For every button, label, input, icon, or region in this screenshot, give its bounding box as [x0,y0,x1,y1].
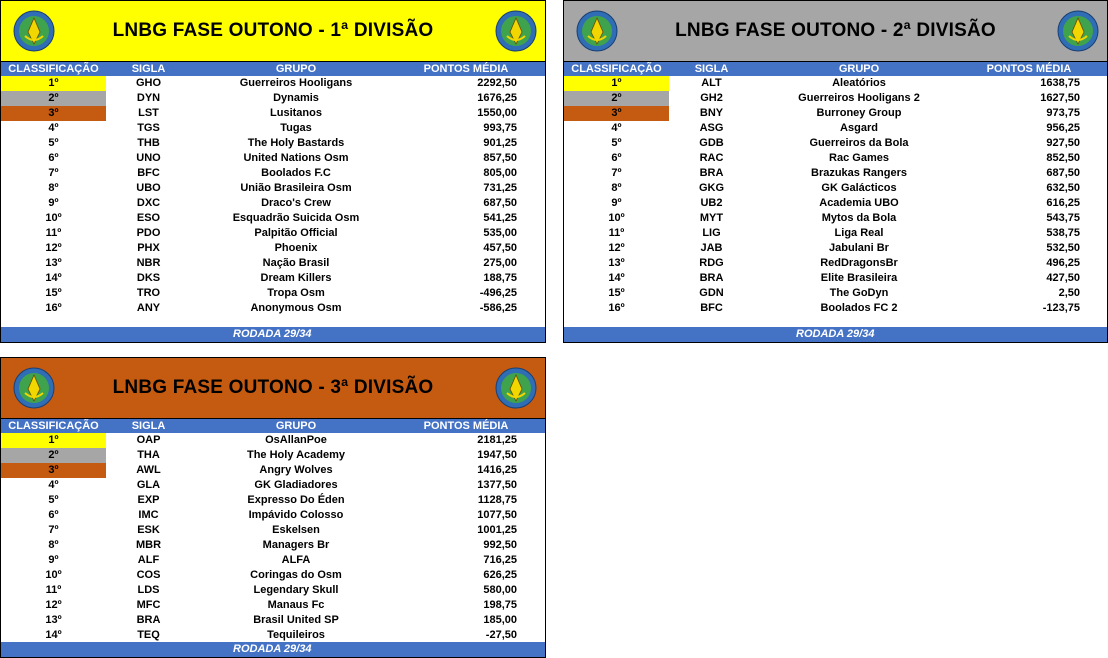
position-cell: 14º [45,272,62,284]
position-cell: 13º [45,614,62,626]
group-name-cell: Rac Games [829,152,889,164]
sigla-cell: TGS [137,122,160,134]
sigla-cell: TEQ [137,629,160,641]
division-2-footer: RODADA 29/34 [564,327,1107,342]
points-cell: 973,75 [1046,107,1080,119]
sigla-cell: PHX [137,242,160,254]
position-cell: 10º [45,569,62,581]
division-3-rows [1,433,545,643]
points-cell: 992,50 [483,539,517,551]
league-emblem-icon [1057,10,1099,52]
position-cell: 11º [608,227,625,239]
group-name-cell: Guerreiros Hooligans [239,77,353,89]
group-name-cell: Burroney Group [816,107,902,119]
points-cell: 1638,75 [1040,77,1080,89]
league-emblem-icon [576,10,618,52]
position-cell: 15º [45,287,62,299]
col-sigla: SIGLA [694,63,729,75]
sigla-cell: BFC [137,167,160,179]
points-cell: 538,75 [1046,227,1080,239]
position-cell: 9º [611,197,622,209]
table-row [1,91,545,106]
sigla-cell: AWL [136,464,161,476]
group-name-cell: Lusitanos [270,107,322,119]
sigla-cell: LDS [137,584,160,596]
table-row [564,121,1107,136]
points-cell: 1676,25 [477,92,517,104]
col-sigla: SIGLA [131,420,166,432]
sigla-cell: COS [136,569,161,581]
col-pontos: PONTOS MÉDIA [986,63,1072,75]
sigla-cell: EXP [137,494,160,506]
sigla-cell: GLA [136,479,161,491]
table-row [1,286,545,301]
table-row [1,241,545,256]
position-cell: 6º [611,152,622,164]
table-row [564,271,1107,286]
sigla-cell: BFC [700,302,723,314]
position-cell: 14º [608,272,625,284]
col-classificacao: CLASSIFICAÇÃO [571,63,662,75]
group-name-cell: Manaus Fc [267,599,325,611]
position-cell: 5º [48,494,59,506]
table-row [1,166,545,181]
sigla-cell: GDB [699,137,724,149]
points-cell: 852,50 [1046,152,1080,164]
table-row [1,151,545,166]
sigla-cell: MFC [136,599,161,611]
position-cell: 8º [611,182,622,194]
position-cell: 6º [48,509,59,521]
points-cell: -496,25 [479,287,517,299]
table-row [1,106,545,121]
league-emblem-icon [13,367,55,409]
table-row [1,553,545,568]
points-cell: 1550,00 [477,107,517,119]
points-cell: 427,50 [1046,272,1080,284]
table-row [1,196,545,211]
position-cell: 9º [48,554,59,566]
points-cell: 541,25 [483,212,517,224]
sigla-cell: PDO [136,227,161,239]
sigla-cell: RDG [699,257,724,269]
division-1-panel [0,0,546,343]
position-cell: 8º [48,182,59,194]
group-name-cell: Guerreiros da Bola [809,137,909,149]
table-row [564,76,1107,91]
table-row [1,271,545,286]
group-name-cell: Liga Real [834,227,884,239]
group-name-cell: Jabulani Br [829,242,889,254]
position-cell: 13º [45,257,62,269]
league-emblem-icon [13,10,55,52]
division-1-header [1,1,545,62]
points-cell: 1627,50 [1040,92,1080,104]
points-cell: 543,75 [1046,212,1080,224]
points-cell: -27,50 [485,629,517,641]
group-name-cell: Phoenix [274,242,318,254]
table-row [564,91,1107,106]
sigla-cell: JAB [700,242,723,254]
sigla-cell: BRA [699,167,724,179]
sigla-cell: ALT [701,77,722,89]
col-grupo: GRUPO [275,420,317,432]
table-row [1,181,545,196]
sigla-cell: TRO [136,287,161,299]
position-cell: 4º [48,479,59,491]
table-row [1,211,545,226]
group-name-cell: Impávido Colosso [248,509,344,521]
group-name-cell: Tropa Osm [267,287,325,299]
division-1-title: LNBG FASE OUTONO - 1ª DIVISÃO [112,20,434,41]
position-cell: 10º [608,212,625,224]
position-cell: 2º [1,448,106,463]
division-1-footer: RODADA 29/34 [1,327,545,342]
group-name-cell: ALFA [281,554,311,566]
col-sigla: SIGLA [131,63,166,75]
league-emblem-icon [495,367,537,409]
position-cell: 1º [1,433,106,448]
col-classificacao: CLASSIFICAÇÃO [8,63,99,75]
sigla-cell: NBR [136,257,161,269]
points-cell: 1001,25 [477,524,517,536]
table-row [564,226,1107,241]
points-cell: 616,25 [1046,197,1080,209]
position-cell: 1º [564,76,669,91]
sigla-cell: BRA [136,614,161,626]
sigla-cell: LIG [702,227,721,239]
points-cell: 580,00 [483,584,517,596]
group-name-cell: União Brasileira Osm [240,182,352,194]
division-2-title: LNBG FASE OUTONO - 2ª DIVISÃO [675,20,996,41]
points-cell: 185,00 [483,614,517,626]
table-row [1,433,545,448]
group-name-cell: Nação Brasil [262,257,330,269]
points-cell: 496,25 [1046,257,1080,269]
points-cell: 275,00 [483,257,517,269]
column-headers [1,419,545,433]
table-row [1,463,545,478]
sigla-cell: ALF [137,554,160,566]
points-cell: 1416,25 [477,464,517,476]
sigla-cell: DKS [136,272,161,284]
position-cell: 3º [1,463,106,478]
sigla-cell: GH2 [700,92,723,104]
sigla-cell: UBO [136,182,161,194]
points-cell: 857,50 [483,152,517,164]
group-name-cell: United Nations Osm [243,152,349,164]
group-name-cell: Boolados F.C [261,167,331,179]
group-name-cell: RedDragonsBr [820,257,898,269]
points-cell: 198,75 [483,599,517,611]
position-cell: 3º [1,106,106,121]
position-cell: 16º [608,302,625,314]
table-row [1,256,545,271]
group-name-cell: Asgard [840,122,878,134]
sigla-cell: IMC [138,509,159,521]
group-name-cell: Anonymous Osm [250,302,342,314]
points-cell: 716,25 [483,554,517,566]
group-name-cell: Dynamis [273,92,319,104]
table-row [564,211,1107,226]
division-2-rows [564,76,1107,316]
group-name-cell: Guerreiros Hooligans 2 [798,92,920,104]
league-emblem-icon [495,10,537,52]
group-name-cell: Brasil United SP [253,614,339,626]
points-cell: 2292,50 [477,77,517,89]
sigla-cell: GHO [135,77,162,89]
group-name-cell: Eskelsen [272,524,320,536]
points-cell: 1128,75 [477,494,517,506]
position-cell: 12º [45,599,62,611]
group-name-cell: Palpitão Official [254,227,338,239]
points-cell: -586,25 [479,302,517,314]
sigla-cell: DXC [136,197,161,209]
points-cell: 901,25 [483,137,517,149]
points-cell: 993,75 [483,122,517,134]
position-cell: 4º [48,122,59,134]
points-cell: 188,75 [483,272,517,284]
points-cell: 2181,25 [477,434,517,446]
points-cell: 956,25 [1046,122,1080,134]
position-cell: 9º [48,197,59,209]
division-3-header [1,358,545,419]
sigla-cell: OAP [136,434,161,446]
points-cell: 1947,50 [477,449,517,461]
group-name-cell: Legendary Skull [253,584,339,596]
table-row [1,583,545,598]
group-name-cell: Dream Killers [260,272,332,284]
sigla-cell: LST [138,107,159,119]
col-classificacao: CLASSIFICAÇÃO [8,420,99,432]
group-name-cell: GK Galácticos [821,182,897,194]
position-cell: 11º [45,227,62,239]
points-cell: -123,75 [1042,302,1080,314]
table-row [1,538,545,553]
position-cell: 11º [45,584,62,596]
sigla-cell: THA [137,449,160,461]
table-row [1,568,545,583]
sigla-cell: BRA [699,272,724,284]
table-row [1,508,545,523]
sigla-cell: UNO [136,152,161,164]
position-cell: 14º [45,629,62,641]
points-cell: 532,50 [1046,242,1080,254]
table-row [564,151,1107,166]
position-cell: 8º [48,539,59,551]
column-headers [564,62,1107,76]
sigla-cell: ESK [137,524,160,536]
table-row [1,448,545,463]
table-row [1,478,545,493]
points-cell: 927,50 [1046,137,1080,149]
table-row [1,628,545,643]
group-name-cell: Mytos da Bola [821,212,897,224]
group-name-cell: Brazukas Rangers [811,167,907,179]
position-cell: 2º [1,91,106,106]
table-row [1,523,545,538]
sigla-cell: GDN [699,287,724,299]
table-row [564,301,1107,316]
sigla-cell: UB2 [700,197,723,209]
points-cell: 535,00 [483,227,517,239]
division-3-footer: RODADA 29/34 [1,642,545,657]
position-cell: 12º [608,242,625,254]
points-cell: 687,50 [483,197,517,209]
table-row [564,286,1107,301]
table-row [564,241,1107,256]
sigla-cell: RAC [699,152,724,164]
column-headers [1,62,545,76]
points-cell: 626,25 [483,569,517,581]
table-row [564,106,1107,121]
group-name-cell: Draco's Crew [261,197,331,209]
sigla-cell: BNY [699,107,724,119]
table-row [564,181,1107,196]
position-cell: 10º [45,212,62,224]
position-cell: 7º [48,167,59,179]
points-cell: 1377,50 [477,479,517,491]
sigla-cell: ANY [136,302,161,314]
division-2-header [564,1,1107,62]
group-name-cell: Coringas do Osm [250,569,342,581]
division-3-title: LNBG FASE OUTONO - 3ª DIVISÃO [112,377,434,398]
position-cell: 13º [608,257,625,269]
table-row [1,136,545,151]
group-name-cell: Academia UBO [819,197,899,209]
sigla-cell: THB [137,137,160,149]
group-name-cell: Angry Wolves [259,464,333,476]
table-row [564,196,1107,211]
position-cell: 7º [611,167,622,179]
division-1-rows [1,76,545,316]
points-cell: 687,50 [1046,167,1080,179]
position-cell: 16º [45,302,62,314]
col-pontos: PONTOS MÉDIA [423,63,509,75]
position-cell: 6º [48,152,59,164]
table-row [1,301,545,316]
table-row [564,136,1107,151]
group-name-cell: Boolados FC 2 [820,302,898,314]
position-cell: 5º [48,137,59,149]
col-grupo: GRUPO [275,63,317,75]
table-row [564,166,1107,181]
points-cell: 2,50 [1058,287,1080,299]
group-name-cell: Tequileiros [267,629,325,641]
group-name-cell: The Holy Bastards [247,137,345,149]
group-name-cell: Elite Brasileira [820,272,898,284]
sigla-cell: DYN [136,92,161,104]
table-row [1,76,545,91]
col-grupo: GRUPO [838,63,880,75]
group-name-cell: OsAllanPoe [265,434,327,446]
division-3-panel [0,357,546,658]
sigla-cell: MBR [135,539,162,551]
position-cell: 1º [1,76,106,91]
points-cell: 731,25 [483,182,517,194]
group-name-cell: The GoDyn [829,287,889,299]
position-cell: 2º [564,91,669,106]
group-name-cell: Expresso Do Éden [247,494,345,506]
table-row [1,598,545,613]
points-cell: 1077,50 [477,509,517,521]
position-cell: 5º [611,137,622,149]
group-name-cell: Aleatórios [832,77,886,89]
col-pontos: PONTOS MÉDIA [423,420,509,432]
group-name-cell: Tugas [280,122,312,134]
points-cell: 457,50 [483,242,517,254]
sigla-cell: MYT [699,212,724,224]
group-name-cell: Managers Br [262,539,330,551]
table-row [564,256,1107,271]
sigla-cell: GKG [698,182,725,194]
group-name-cell: Esquadrão Suicida Osm [232,212,360,224]
position-cell: 4º [611,122,622,134]
table-row [1,613,545,628]
table-row [1,493,545,508]
position-cell: 12º [45,242,62,254]
group-name-cell: GK Gladiadores [254,479,338,491]
sigla-cell: ESO [136,212,161,224]
group-name-cell: The Holy Academy [246,449,345,461]
position-cell: 3º [564,106,669,121]
points-cell: 805,00 [483,167,517,179]
table-row [1,121,545,136]
division-2-panel [563,0,1108,343]
table-row [1,226,545,241]
position-cell: 15º [608,287,625,299]
sigla-cell: ASG [699,122,724,134]
position-cell: 7º [48,524,59,536]
points-cell: 632,50 [1046,182,1080,194]
